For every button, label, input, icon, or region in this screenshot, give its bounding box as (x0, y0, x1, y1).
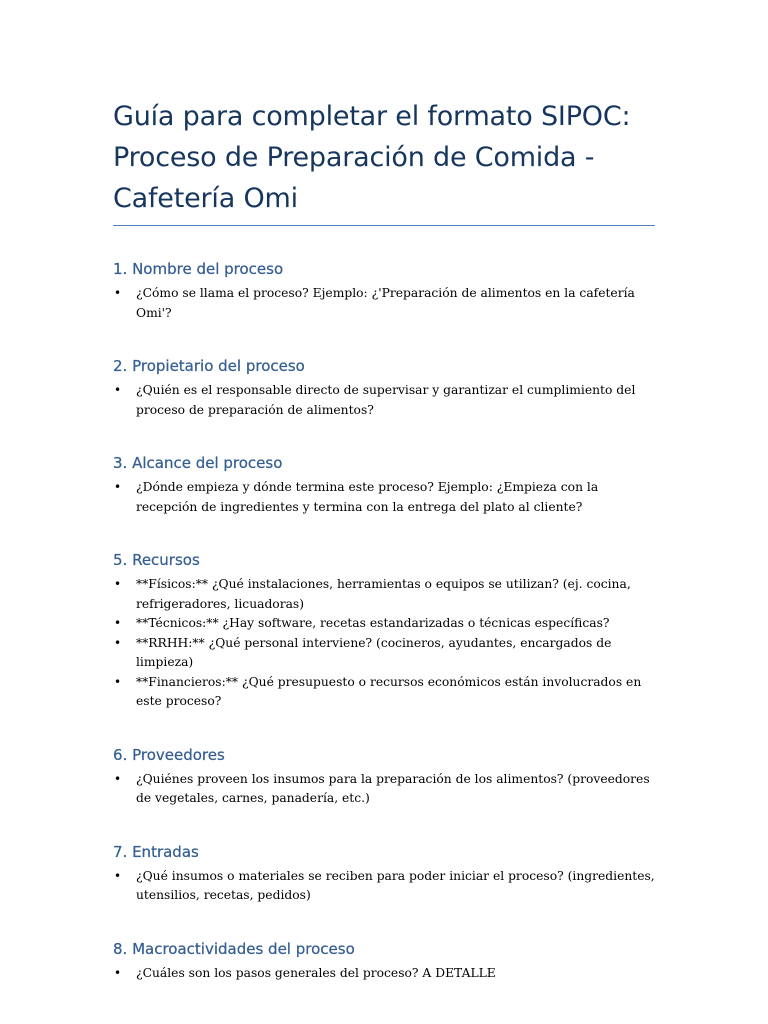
title-underline-rule (113, 225, 655, 226)
bullet-icon: • (114, 616, 122, 630)
bullet-list (113, 478, 655, 517)
title-line-3: Cafetería Omi (113, 183, 298, 214)
section-heading: 6. Proveedores (113, 745, 225, 764)
section-heading: 2. Propietario del proceso (113, 357, 305, 375)
bullet-icon: • (114, 480, 122, 494)
list-item (113, 673, 655, 712)
section-heading: 3. Alcance del proceso (113, 454, 283, 472)
document-title (113, 96, 655, 219)
section-proveedores (113, 744, 655, 809)
bullet-list (113, 867, 655, 906)
list-item (113, 634, 655, 673)
list-item (113, 770, 655, 809)
bullet-list (113, 381, 655, 420)
list-item (113, 284, 655, 323)
list-item-text: ¿Quiénes proveen los insumos para la preparación de los alimentos? (proveedores de vegetales, carnes, panadería, etc.) (136, 771, 650, 805)
section-alcance-del-proceso (113, 452, 655, 517)
title-line-2: Proceso de Preparación de Comida - (113, 142, 595, 173)
list-item-text: ¿Dónde empieza y dónde termina este proceso? Ejemplo: ¿Empieza con la recepción de ingredientes y termina con la entrega del plato al cliente? (136, 480, 599, 514)
section-recursos (113, 549, 655, 712)
document-page (113, 96, 655, 983)
section-propietario-del-proceso (113, 355, 655, 420)
bullet-list (113, 770, 655, 809)
section-heading: 8. Macroactividades del proceso (113, 939, 355, 958)
section-heading: 1. Nombre del proceso (113, 260, 284, 278)
bullet-icon: • (114, 383, 122, 397)
section-nombre-del-proceso (113, 258, 655, 323)
bullet-icon: • (114, 635, 122, 650)
bullet-icon: • (114, 868, 122, 883)
list-item (113, 478, 655, 517)
list-item-text: **RRHH:** ¿Qué personal interviene? (cocineros, ayudantes, encargados de limpieza) (136, 635, 612, 669)
bullet-icon: • (114, 771, 122, 786)
bullet-icon: • (114, 674, 122, 689)
section-entradas (113, 841, 655, 906)
list-item (113, 575, 655, 614)
list-item-text: **Técnicos:** ¿Hay software, recetas estandarizadas o técnicas específicas? (136, 616, 610, 630)
list-item (113, 381, 655, 420)
bullet-list (113, 575, 655, 712)
section-heading: 5. Recursos (113, 551, 200, 569)
bullet-icon: • (114, 965, 122, 980)
list-item-text: ¿Cuáles son los pasos generales del proceso? A DETALLE (136, 965, 496, 980)
list-item-text: **Físicos:** ¿Qué instalaciones, herramientas o equipos se utilizan? (ej. cocina, refrigeradores, licuadoras) (136, 577, 631, 611)
list-item (113, 614, 655, 634)
bullet-icon: • (114, 577, 122, 591)
list-item (113, 867, 655, 906)
list-item-text: ¿Qué insumos o materiales se reciben para poder iniciar el proceso? (ingredientes, utensilios, recetas, pedidos) (136, 868, 655, 902)
bullet-icon: • (114, 286, 122, 300)
list-item-text: ¿Quién es el responsable directo de supervisar y garantizar el cumplimiento del proceso de preparación de alimentos? (136, 383, 636, 417)
list-item (113, 964, 655, 984)
section-macroactividades-del-proceso (113, 938, 655, 984)
list-item-text: **Financieros:** ¿Qué presupuesto o recursos económicos están involucrados en este proceso? (136, 674, 642, 708)
section-heading: 7. Entradas (113, 842, 199, 861)
bullet-list (113, 284, 655, 323)
bullet-list (113, 964, 655, 984)
list-item-text: ¿Cómo se llama el proceso? Ejemplo: ¿'Preparación de alimentos en la cafetería Omi'? (136, 286, 635, 320)
title-line-1: Guía para completar el formato SIPOC: (113, 101, 631, 132)
